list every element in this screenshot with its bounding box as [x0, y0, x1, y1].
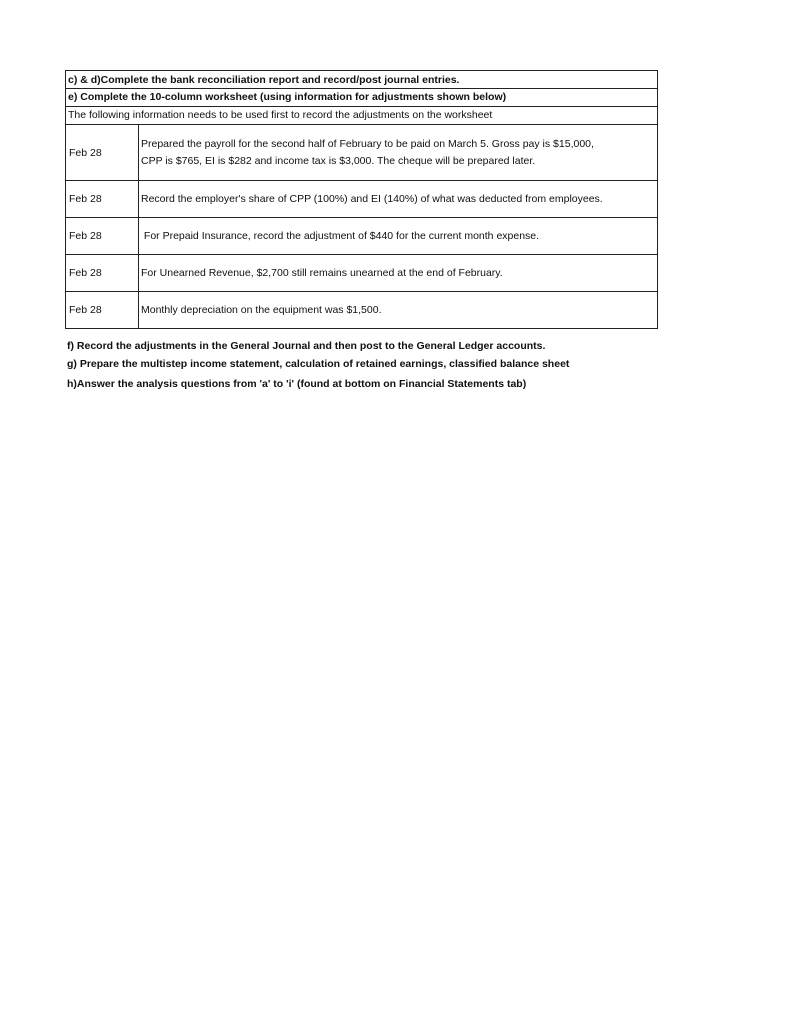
table-row	[66, 125, 658, 181]
adjustment-description: Record the employer's share of CPP (100%) and EI (140%) of what was deducted from employees.	[139, 181, 658, 218]
adjustment-date: Feb 28	[66, 218, 139, 255]
instruction-e: e) Complete the 10-column worksheet (using information for adjustments shown below)	[65, 88, 658, 107]
adjustment-date: Feb 28	[66, 292, 139, 329]
adjustment-description: For Unearned Revenue, $2,700 still remains unearned at the end of February.	[139, 255, 658, 292]
adjustments-table	[65, 124, 658, 329]
adjustment-date: Feb 28	[66, 181, 139, 218]
instruction-h: h)Answer the analysis questions from 'a' to 'i' (found at bottom on Financial Statements tab)	[67, 378, 527, 390]
adjustment-description-line: Prepared the payroll for the second half of February to be paid on March 5. Gross pay is $15,000,	[141, 137, 594, 150]
instruction-intro: The following information needs to be used first to record the adjustments on the worksheet	[65, 106, 658, 125]
worksheet-instructions	[65, 70, 658, 329]
adjustment-description-line: CPP is $765, EI is $282 and income tax is $3,000. The cheque will be prepared later.	[141, 154, 536, 167]
instruction-f: f) Record the adjustments in the General Journal and then post to the General Ledger accounts.	[67, 340, 546, 352]
adjustment-description	[139, 125, 658, 181]
table-row	[66, 255, 658, 292]
table-row	[66, 218, 658, 255]
adjustment-date: Feb 28	[66, 125, 139, 181]
instruction-g: g) Prepare the multistep income statement, calculation of retained earnings, classified balance sheet	[67, 358, 570, 370]
adjustment-date: Feb 28	[66, 255, 139, 292]
instruction-cd: c) & d)Complete the bank reconciliation report and record/post journal entries.	[65, 70, 658, 89]
table-row	[66, 181, 658, 218]
adjustment-description: For Prepaid Insurance, record the adjustment of $440 for the current month expense.	[139, 218, 658, 255]
adjustment-description: Monthly depreciation on the equipment was $1,500.	[139, 292, 658, 329]
table-row	[66, 292, 658, 329]
